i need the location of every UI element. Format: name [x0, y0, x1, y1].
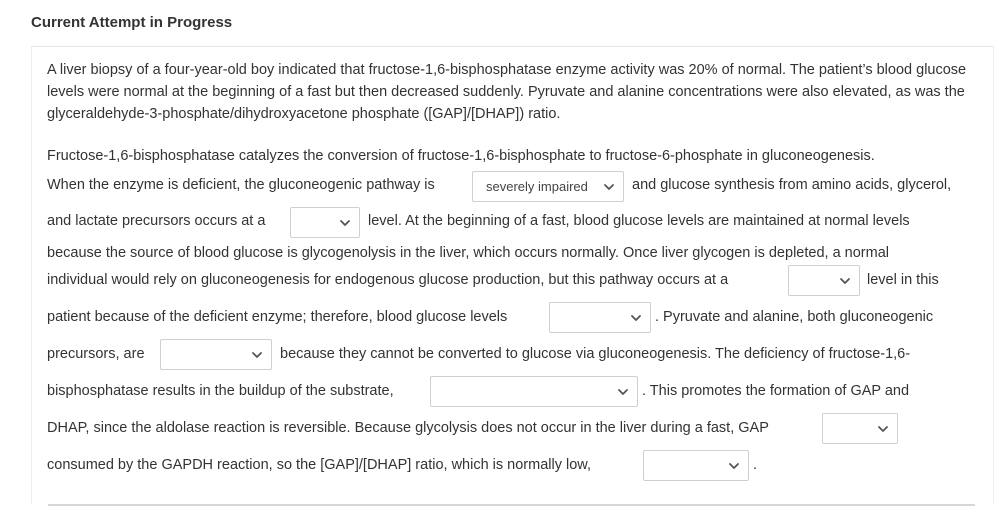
chevron-down-icon — [877, 423, 889, 435]
chevron-down-icon — [617, 386, 629, 398]
pathway-status-dropdown[interactable] — [472, 171, 624, 202]
gap-consumed-dropdown[interactable] — [822, 413, 898, 444]
question-text: because they cannot be converted to glucose via gluconeogenesis. The deficiency of fructose-1,6- — [280, 346, 911, 362]
question-text: because the source of blood glucose is glycogenolysis in the liver, which occurs normally. Once liver glycogen is depleted, a normal — [47, 245, 889, 261]
pathway-level-dropdown[interactable] — [788, 265, 860, 296]
chevron-down-icon — [630, 312, 642, 324]
question-intro: A liver biopsy of a four-year-old boy indicated that fructose-1,6-bisphosphatase enzyme activity was 20% of normal. The patient’s blood glucose levels were normal at the beginning of a fast but then decreased suddenly. Pyruvate and alanine concentrations were also elevated, as was the glyceraldehyde-3-phosphate/dihydroxyacetone phosphate ([GAP]/[DHAP]) ratio. — [47, 62, 967, 122]
synthesis-level-dropdown[interactable] — [290, 207, 360, 238]
question-text: and glucose synthesis from amino acids, glycerol, — [632, 177, 952, 193]
page-title: Current Attempt in Progress — [31, 14, 233, 31]
chevron-down-icon — [339, 217, 351, 229]
dropdown-selected-value: severely impaired — [486, 179, 588, 194]
question-text: level. At the beginning of a fast, blood glucose levels are maintained at normal levels — [368, 213, 910, 229]
question-text: . Pyruvate and alanine, both gluconeogenic — [655, 309, 934, 325]
question-text: DHAP, since the aldolase reaction is reversible. Because glycolysis does not occur in the liver during a fast, GAP — [47, 420, 769, 436]
precursors-level-dropdown[interactable] — [160, 339, 272, 370]
question-text: patient because of the deficient enzyme; therefore, blood glucose levels — [47, 309, 508, 325]
question-text: consumed by the GAPDH reaction, so the [GAP]/[DHAP] ratio, which is normally low, — [47, 457, 591, 473]
chevron-down-icon — [728, 460, 740, 472]
substrate-dropdown[interactable] — [430, 376, 638, 407]
chevron-down-icon — [251, 349, 263, 361]
question-text: . — [753, 457, 758, 473]
question-text: individual would rely on gluconeogenesis for endogenous glucose production, but this pathway occurs at a — [47, 272, 729, 288]
question-text: Fructose-1,6-bisphosphatase catalyzes the conversion of fructose-1,6-bisphosphate to fructose-6-phosphate in gluconeogenesis. — [47, 148, 875, 164]
question-text: When the enzyme is deficient, the gluconeogenic pathway is — [47, 177, 435, 193]
question-text: bisphosphatase results in the buildup of the substrate, — [47, 383, 394, 399]
chevron-down-icon — [603, 181, 615, 193]
ratio-dropdown[interactable] — [643, 450, 749, 481]
question-text: and lactate precursors occurs at a — [47, 213, 266, 229]
question-text: precursors, are — [47, 346, 145, 362]
question-text: level in this — [867, 272, 939, 288]
blood-glucose-dropdown[interactable] — [549, 302, 651, 333]
chevron-down-icon — [839, 275, 851, 287]
question-text: . This promotes the formation of GAP and — [642, 383, 910, 399]
divider — [48, 504, 975, 506]
